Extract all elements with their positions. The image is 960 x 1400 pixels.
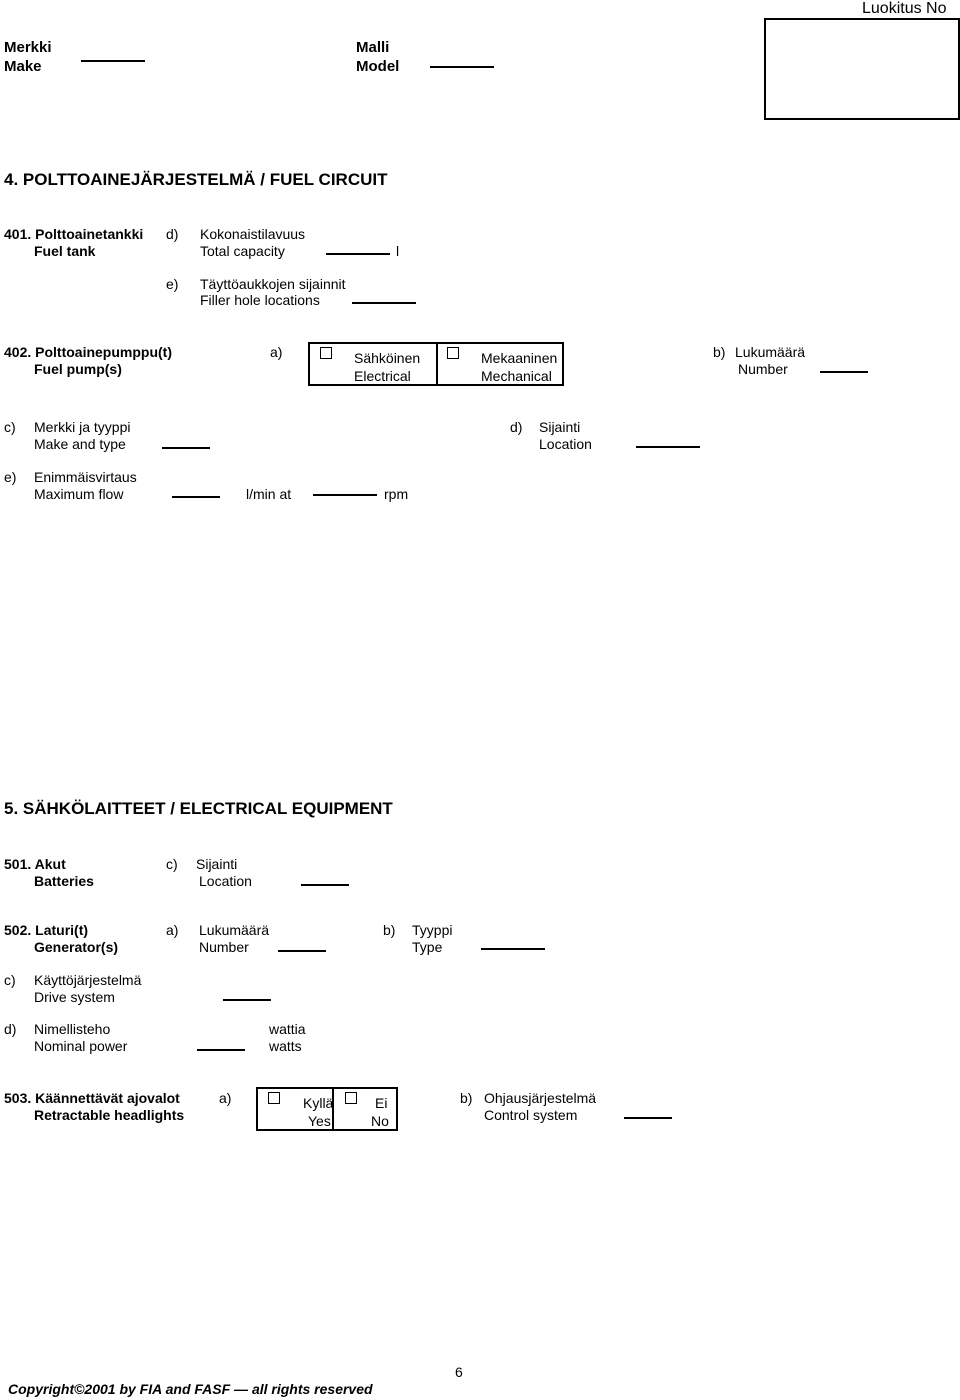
mechanical-checkbox[interactable] — [447, 347, 459, 359]
homologation-number-box[interactable] — [764, 18, 960, 120]
model-label-en: Model — [356, 58, 400, 75]
item501-label-fi: 501. Akut — [4, 856, 66, 872]
item401-e-label-en: Filler hole locations — [200, 292, 320, 308]
yes-checkbox[interactable] — [268, 1092, 280, 1104]
item502-c-letter: c) — [4, 972, 16, 988]
homologation-label: Luokitus No — [862, 0, 947, 17]
model-label-fi: Malli — [356, 39, 390, 56]
item502-d-letter: d) — [4, 1021, 17, 1037]
yes-label-en: Yes — [308, 1113, 331, 1129]
pump-type-divider — [436, 342, 438, 386]
item402-c-label-fi: Merkki ja tyyppi — [34, 419, 131, 435]
item503-label-fi: 503. Käännettävät ajovalot — [4, 1090, 180, 1106]
pump-number-field[interactable] — [820, 371, 868, 373]
item402-d-letter: d) — [510, 419, 523, 435]
electrical-label-en: Electrical — [354, 368, 411, 384]
item401-e-letter: e) — [166, 276, 179, 292]
section5-title: 5. SÄHKÖLAITTEET / ELECTRICAL EQUIPMENT — [4, 799, 393, 818]
make-label-fi: Merkki — [4, 39, 52, 56]
item501-c-label-en: Location — [199, 873, 252, 889]
item501-c-letter: c) — [166, 856, 178, 872]
no-label-en: No — [371, 1113, 389, 1129]
item503-a-letter: a) — [219, 1090, 232, 1106]
item402-c-label-en: Make and type — [34, 436, 126, 452]
item502-a-label-en: Number — [199, 939, 249, 955]
watts-unit-en: watts — [269, 1038, 302, 1054]
item503-b-label-en: Control system — [484, 1107, 578, 1123]
item502-label-fi: 502. Laturi(t) — [4, 922, 89, 938]
item402-c-letter: c) — [4, 419, 16, 435]
generator-type-field[interactable] — [481, 948, 545, 950]
item402-d-label-en: Location — [539, 436, 592, 452]
electrical-label-fi: Sähköinen — [354, 350, 421, 366]
make-field[interactable] — [81, 60, 145, 62]
drive-system-field[interactable] — [223, 999, 271, 1001]
item502-a-label-fi: Lukumäärä — [199, 922, 270, 938]
item502-label-en: Generator(s) — [34, 939, 119, 955]
item401-label-fi: 401. Polttoainetankki — [4, 226, 144, 242]
item402-d-label-fi: Sijainti — [539, 419, 581, 435]
nominal-power-field[interactable] — [197, 1049, 245, 1051]
yes-label-fi: Kyllä — [303, 1095, 334, 1111]
max-flow-unit: l/min at — [246, 486, 292, 502]
mechanical-label-fi: Mekaaninen — [481, 350, 558, 366]
mechanical-label-en: Mechanical — [481, 368, 552, 384]
no-checkbox[interactable] — [345, 1092, 357, 1104]
page-number: 6 — [455, 1364, 463, 1380]
item503-b-letter: b) — [460, 1090, 473, 1106]
pump-make-type-field[interactable] — [162, 447, 210, 449]
model-field[interactable] — [430, 66, 494, 68]
item502-d-label-en: Nominal power — [34, 1038, 128, 1054]
item402-b-letter: b) — [713, 344, 726, 360]
control-system-field[interactable] — [624, 1117, 672, 1119]
max-flow-rpm-field[interactable] — [313, 494, 377, 496]
generator-number-field[interactable] — [278, 950, 326, 952]
item503-b-label-fi: Ohjausjärjestelmä — [484, 1090, 597, 1106]
item502-d-label-fi: Nimellisteho — [34, 1021, 111, 1037]
item502-c-label-en: Drive system — [34, 989, 115, 1005]
item401-d-unit: l — [396, 243, 400, 259]
item401-e-label-fi: Täyttöaukkojen sijainnit — [200, 276, 346, 292]
battery-location-field[interactable] — [301, 884, 349, 886]
item401-d-label-fi: Kokonaistilavuus — [200, 226, 306, 242]
total-capacity-field[interactable] — [326, 253, 390, 255]
item503-label-en: Retractable headlights — [34, 1107, 185, 1123]
item402-e-letter: e) — [4, 469, 17, 485]
item502-b-letter: b) — [383, 922, 396, 938]
item402-a-letter: a) — [270, 344, 283, 360]
copyright: Copyright©2001 by FIA and FASF — all rights reserved — [8, 1381, 373, 1397]
item502-c-label-fi: Käyttöjärjestelmä — [34, 972, 142, 988]
electrical-checkbox[interactable] — [320, 347, 332, 359]
item401-d-label-en: Total capacity — [200, 243, 285, 259]
item502-a-letter: a) — [166, 922, 179, 938]
item402-e-label-en: Maximum flow — [34, 486, 124, 502]
item402-b-label-fi: Lukumäärä — [735, 344, 806, 360]
max-flow-field[interactable] — [172, 496, 220, 498]
item501-c-label-fi: Sijainti — [196, 856, 238, 872]
item502-b-label-en: Type — [412, 939, 443, 955]
item401-d-letter: d) — [166, 226, 179, 242]
watts-unit-fi: wattia — [269, 1021, 306, 1037]
item502-b-label-fi: Tyyppi — [412, 922, 453, 938]
make-label-en: Make — [4, 58, 42, 75]
section4-title: 4. POLTTOAINEJÄRJESTELMÄ / FUEL CIRCUIT — [4, 170, 388, 189]
item402-label-fi: 402. Polttoainepumppu(t) — [4, 344, 172, 360]
item402-e-label-fi: Enimmäisvirtaus — [34, 469, 137, 485]
pump-location-field[interactable] — [636, 446, 700, 448]
item401-label-en: Fuel tank — [34, 243, 96, 259]
rpm-unit: rpm — [384, 486, 409, 502]
item501-label-en: Batteries — [34, 873, 94, 889]
item402-label-en: Fuel pump(s) — [34, 361, 122, 377]
no-label-fi: Ei — [375, 1095, 388, 1111]
item402-b-label-en: Number — [738, 361, 788, 377]
filler-hole-locations-field[interactable] — [352, 302, 416, 304]
